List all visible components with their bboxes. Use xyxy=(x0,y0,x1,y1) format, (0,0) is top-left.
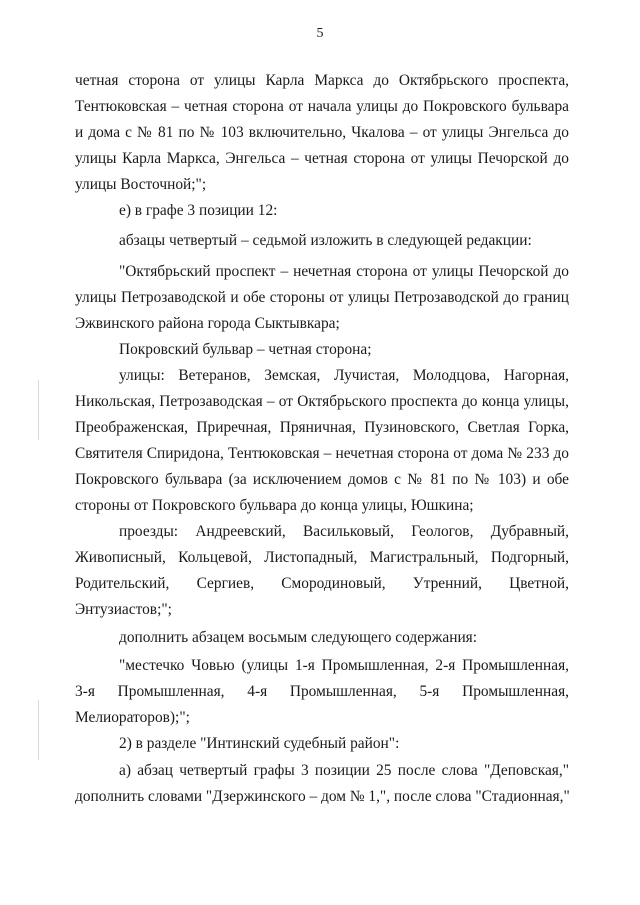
text-line: дополнить абзацем восьмым следующего содержания: xyxy=(119,629,478,646)
text-line: четная сторона от улицы Карла Маркса до Октябрьского проспекта, xyxy=(75,72,569,89)
text-line: "Октябрьский проспект – нечетная сторона от улицы Печорской до xyxy=(119,263,569,280)
text-line: Энтузиастов;"; xyxy=(75,601,172,618)
text-line: и дома с № 81 по № 103 включительно, Чкалова – от улицы Энгельса до xyxy=(75,124,569,141)
text-line: улицы Карла Маркса, Энгельса – четная сторона от улицы Печорской до xyxy=(75,150,569,167)
text-line: улицы Петрозаводской и обе стороны от улицы Петрозаводской до границ xyxy=(75,289,569,306)
text-line: дополнить словами "Дзержинского – дом № 1,", после слова "Стадионная," xyxy=(75,788,570,805)
text-line: Мелиораторов);"; xyxy=(75,709,190,726)
text-line: Преображенская, Приречная, Пряничная, Пузиновского, Светлая Горка, xyxy=(75,419,569,436)
text-line: Эжвинского района города Сыктывкара; xyxy=(75,315,340,332)
scan-artifact xyxy=(38,700,39,760)
text-line: Тентюковская – четная сторона от начала улицы до Покровского бульвара xyxy=(75,98,569,115)
text-line: Живописный, Кольцевой, Листопадный, Магистральный, Подгорный, xyxy=(75,549,569,566)
text-line: улицы: Ветеранов, Земская, Лучистая, Молодцова, Нагорная, xyxy=(119,367,569,384)
text-line: Никольская, Петрозаводская – от Октябрьского проспекта до конца улицы, xyxy=(75,393,569,410)
text-line: Святителя Спиридона, Тентюковская – нечетная сторона от дома № 233 до xyxy=(75,445,569,462)
text-line: Покровского бульвара (за исключением домов с № 81 по № 103) и обе xyxy=(75,471,569,488)
text-line: Родительский, Сергиев, Смородиновый, Утренний, Цветной, xyxy=(75,575,569,592)
text-line: стороны от Покровского бульвара до конца улицы, Юшкина; xyxy=(75,497,474,514)
text-line: улицы Восточной;"; xyxy=(75,176,207,193)
page-number: 5 xyxy=(316,26,324,41)
scan-artifact xyxy=(38,380,39,440)
text-line: е) в графе 3 позиции 12: xyxy=(119,202,278,219)
text-line: 3-я Промышленная, 4-я Промышленная, 5-я Промышленная, xyxy=(75,683,569,700)
text-line: абзацы четвертый – седьмой изложить в следующей редакции: xyxy=(119,232,532,249)
text-line: а) абзац четвертый графы 3 позиции 25 после слова "Деповская," xyxy=(119,762,569,779)
text-line: "местечко Човью (улицы 1-я Промышленная, 2-я Промышленная, xyxy=(119,657,569,674)
text-line: 2) в разделе "Интинский судебный район": xyxy=(119,735,400,752)
text-line: проезды: Андреевский, Васильковый, Геологов, Дубравный, xyxy=(119,523,569,540)
text-line: Покровский бульвар – четная сторона; xyxy=(119,341,372,358)
